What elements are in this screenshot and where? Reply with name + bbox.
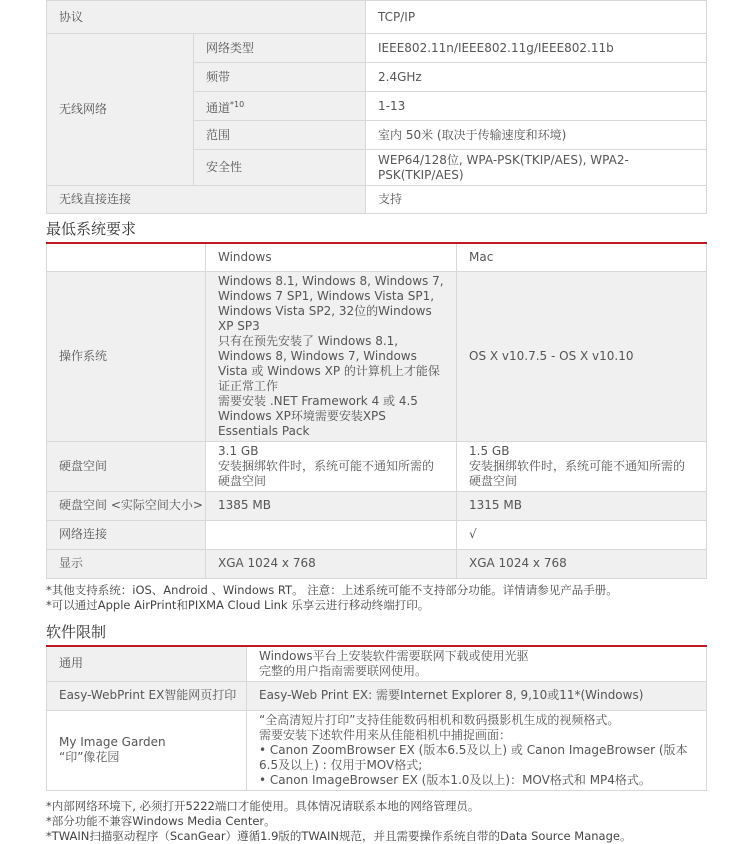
- sysreq-notes: [46, 579, 706, 613]
- sysreq-table: [46, 242, 707, 579]
- header-empty: [47, 243, 206, 271]
- wireless-row-value: 2.4GHz: [366, 63, 707, 92]
- cell-mac: 1315 MB: [457, 491, 707, 520]
- footnote: *部分功能不兼容Windows Media Center。: [46, 813, 276, 828]
- row-label: Easy-WebPrint EX智能网页打印: [47, 681, 247, 710]
- row-label: My Image Garden “印”像花园: [47, 710, 247, 790]
- cell-mac: OS X v10.7.5 - OS X v10.10: [457, 271, 707, 441]
- table-row: [47, 34, 707, 63]
- cell-windows: 3.1 GB 安装捆绑软件时，系统可能不通知所需的硬盘空间: [206, 441, 457, 491]
- cell-windows: 1385 MB: [206, 491, 457, 520]
- direct-value: 支持: [366, 186, 707, 214]
- direct-label: 无线直接连接: [47, 186, 366, 214]
- row-label: 操作系统: [47, 271, 206, 441]
- footnote: *内部网络环境下, 必须打开5222端口才能使用。具体情况请联系本地的网络管理员。: [46, 798, 480, 813]
- protocol-value: TCP/IP: [366, 1, 707, 34]
- cell-windows: XGA 1024 x 768: [206, 549, 457, 578]
- spec-page: [46, 0, 706, 844]
- row-label: 硬盘空间: [47, 441, 206, 491]
- table-row: [47, 441, 707, 491]
- cell-mac: XGA 1024 x 768: [457, 549, 707, 578]
- table-header-row: [47, 243, 707, 271]
- footnote: *其他支持系统：iOS、Android 、Windows RT。 注意：上述系统可能不支持部分功能。详情请参见产品手册。: [46, 582, 618, 597]
- table-row: [47, 681, 707, 710]
- wireless-label: 无线网络: [47, 34, 194, 186]
- wireless-row-value: 室内 50米 (取决于传输速度和环境): [366, 121, 707, 150]
- table-row: [47, 271, 707, 441]
- row-label: 硬盘空间 <实际空间大小>: [47, 491, 206, 520]
- wireless-row-label: 安全性: [194, 150, 366, 186]
- row-value: “全高清短片打印”支持佳能数码相机和数码摄影机生成的视频格式。 需要安装下述软件用来从佳能相机中捕捉画面： • Canon ZoomBrowser EX (版本6.5及以上) 或 Canon ImageBrowser (版本6.5及以上) : 仅用于MOV格式; • Canon ImageBrowser EX (版本1.0及以上)：MOV格式和 MP4格式。: [247, 710, 707, 790]
- cell-mac: 1.5 GB 安装捆绑软件时，系统可能不通知所需的硬盘空间: [457, 441, 707, 491]
- row-value: Windows平台上安装软件需要联网下载或使用光驱 完整的用户指南需要联网使用。: [247, 646, 707, 682]
- wireless-row-value: 1-13: [366, 92, 707, 121]
- row-value: Easy-Web Print EX: 需要Internet Explorer 8, 9,10或11*(Windows): [247, 681, 707, 710]
- row-label: 显示: [47, 549, 206, 578]
- table-row: [47, 186, 707, 214]
- table-row: [47, 710, 707, 790]
- software-notes: [46, 791, 706, 844]
- software-title: 软件限制: [46, 622, 107, 641]
- network-spec-table: [46, 0, 707, 214]
- row-label: 网络连接: [47, 520, 206, 549]
- wireless-row-label: 频带: [194, 63, 366, 92]
- table-row: [47, 549, 707, 578]
- row-label: 通用: [47, 646, 247, 682]
- footnote: *TWAIN扫描驱动程序（ScanGear）遵循1.9版的TWAIN规范，并且需要操作系统自带的Data Source Manage。: [46, 828, 632, 843]
- wireless-row-value: WEP64/128位, WPA-PSK(TKIP/AES), WPA2-PSK(TKIP/AES): [366, 150, 707, 186]
- footnote: *可以通过Apple AirPrint和PIXMA Cloud Link 乐享云进行移动终端打印。: [46, 597, 430, 612]
- software-table: [46, 645, 707, 791]
- table-row: [47, 491, 707, 520]
- table-row: [47, 646, 707, 682]
- cell-windows: Windows 8.1, Windows 8, Windows 7, Windows 7 SP1, Windows Vista SP1, Windows Vista SP2, 32位的Windows XP SP3 只有在预先安装了 Windows 8.1, Windows 8, Windows 7, Windows Vista 或 Windows XP 的计算机上才能保证正常工作 需要安装 .NET Framework 4 或 4.5 Windows XP环境需要安装XPS Essentials Pack: [206, 271, 457, 441]
- table-row: [47, 1, 707, 34]
- table-row: [47, 520, 707, 549]
- footnote-marker: *10: [230, 99, 245, 109]
- cell-mac: √: [457, 520, 707, 549]
- sysreq-title: 最低系统要求: [46, 220, 137, 238]
- wireless-row-label: 通道$^{*10}$: [194, 92, 366, 121]
- wireless-row-label: 范围: [194, 121, 366, 150]
- wireless-row-value: IEEE802.11n/IEEE802.11g/IEEE802.11b: [366, 34, 707, 63]
- col-windows: Windows: [206, 243, 457, 271]
- cell-windows: [206, 520, 457, 549]
- wireless-row-label: 网络类型: [194, 34, 366, 63]
- protocol-label: 协议: [47, 1, 366, 34]
- col-mac: Mac: [457, 243, 707, 271]
